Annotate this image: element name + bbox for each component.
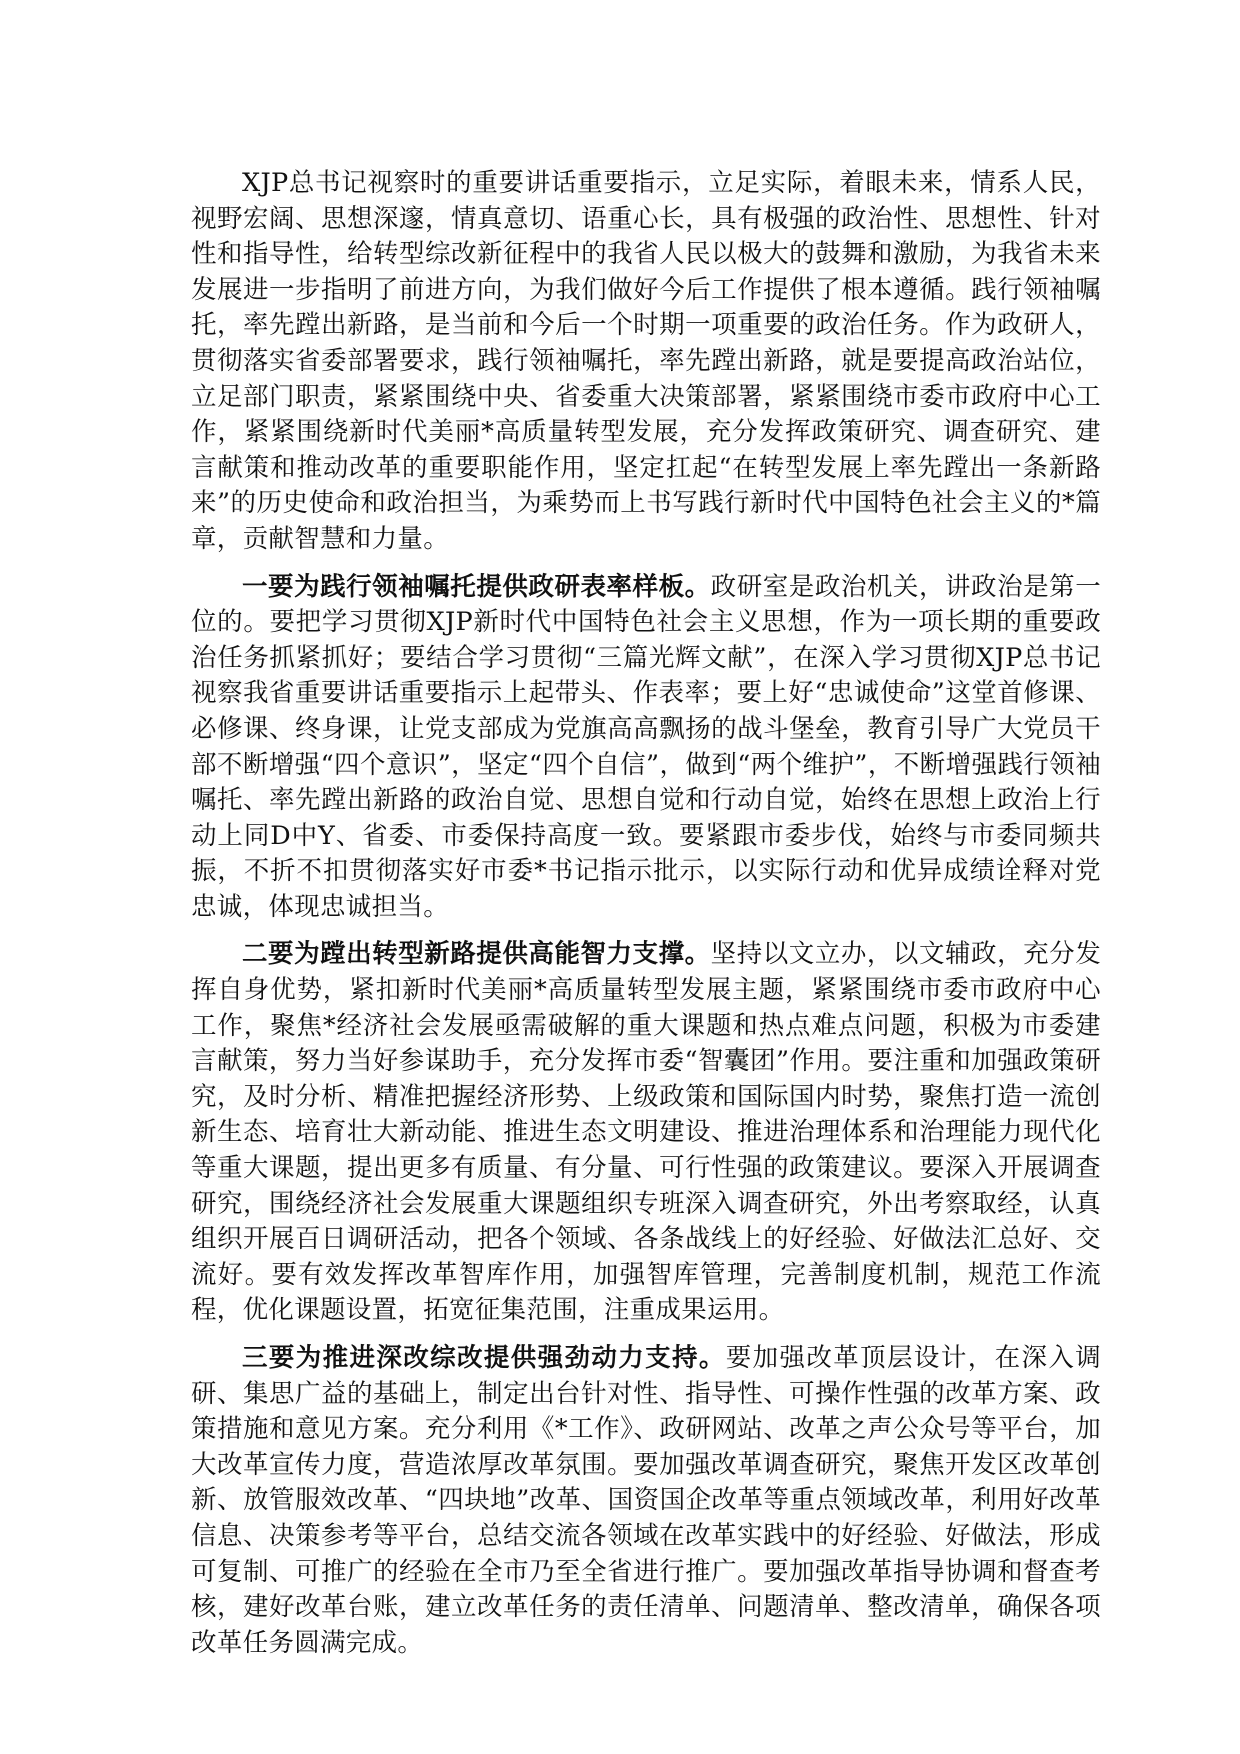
paragraph-point-one xyxy=(191,570,1101,926)
paragraph-text: 要加强改革顶层设计，在深入调研、集思广益的基础上，制定出台针对性、指导性、可操作性强的改革方案、政策措施和意见方案。充分利用《*工作》、政研网站、改革之声公众号等平台，加大改革宣传力度，营造浓厚改革氛围。要加强改革调查研究，聚焦开发区改革创新、放管服效改革、“四块地”改革、国资国企改革等重点领域改革，利用好改革信息、决策参考等平台，总结交流各领域在改革实践中的好经验、好做法，形成可复制、可推广的经验在全市乃至全省进行推广。要加强改革指导协调和督查考核，建好改革台账，建立改革任务的责任清单、问题清单、整改清单，确保各项改革任务圆满完成。 xyxy=(191,1343,1102,1658)
paragraph-text: 坚持以文立办，以文辅政，充分发挥自身优势，紧扣新时代美丽*高质量转型发展主题，紧紧围绕市委市政府中心工作，聚焦*经济社会发展亟需破解的重大课题和热点难点问题，积极为市委建言献策，努力当好参谋助手，充分发挥市委“智囊团”作用。要注重和加强政策研究，及时分析、精准把握经济形势、上级政策和国际国内时势，聚焦打造一流创新生态、培育壮大新动能、推进生态文明建设、推进治理体系和治理能力现代化等重大课题，提出更多有质量、有分量、可行性强的政策建议。要深入开展调查研究，围绕经济社会发展重大课题组织专班深入调查研究，外出考察取经，认真组织开展百日调研活动，把各个领域、各条战线上的好经验、好做法汇总好、交流好。要有效发挥改革智库作用，加强智库管理，完善制度机制，规范工作流程，优化课题设置，拓宽征集范围，注重成果运用。 xyxy=(191,939,1101,1326)
paragraph-text: XJP总书记视察时的重要讲话重要指示，立足实际，着眼未来，情系人民，视野宏阔、思想深邃，情真意切、语重心长，具有极强的政治性、思想性、针对性和指导性，给转型综改新征程中的我省人民以极大的鼓舞和激励，为我省未来发展进一步指明了前进方向，为我们做好今后工作提供了根本遵循。践行领袖嘱托，率先蹚出新路，是当前和今后一个时期一项重要的政治任务。作为政研人，贯彻落实省委部署要求，践行领袖嘱托，率先蹚出新路，就是要提高政治站位，立足部门职责，紧紧围绕中央、省委重大决策部署，紧紧围绕市委市政府中心工作，紧紧围绕新时代美丽*高质量转型发展，充分发挥政策研究、调查研究、建言献策和推动改革的重要职能作用，坚定扛起“在转型发展上率先蹚出一条新路来”的历史使命和政治担当，为乘势而上书写践行新时代中国特色社会主义的*篇章，贡献智慧和力量。 xyxy=(191,168,1101,554)
paragraph-heading: 二要为蹚出转型新路提供高能智力支撑。 xyxy=(242,939,711,970)
paragraph-heading: 一要为践行领袖嘱托提供政研表率样板。 xyxy=(242,571,711,602)
document-body xyxy=(191,166,1101,1661)
paragraph-point-three xyxy=(191,1341,1101,1661)
paragraph-intro xyxy=(191,166,1101,558)
paragraph-text: 政研室是政治机关，讲政治是第一位的。要把学习贯彻XJP新时代中国特色社会主义思想，作为一项长期的重要政治任务抓紧抓好；要结合学习贯彻“三篇光辉文献”，在深入学习贯彻XJP总书记视察我省重要讲话重要指示上起带头、作表率；要上好“忠诚使命”这堂首修课、必修课、终身课，让党支部成为党旗高高飘扬的战斗堡垒，教育引导广大党员干部不断增强“四个意识”，坚定“四个自信”，做到“两个维护”，不断增强践行领袖嘱托、率先蹚出新路的政治自觉、思想自觉和行动自觉，始终在思想上政治上行动上同D中Y、省委、市委保持高度一致。要紧跟市委步伐，始终与市委同频共振，不折不扣贯彻落实好市委*书记指示批示，以实际行动和优异成绩诠释对党忠诚，体现忠诚担当。 xyxy=(191,571,1101,922)
paragraph-point-two xyxy=(191,937,1101,1329)
paragraph-heading: 三要为推进深改综改提供强劲动力支持。 xyxy=(242,1343,726,1373)
